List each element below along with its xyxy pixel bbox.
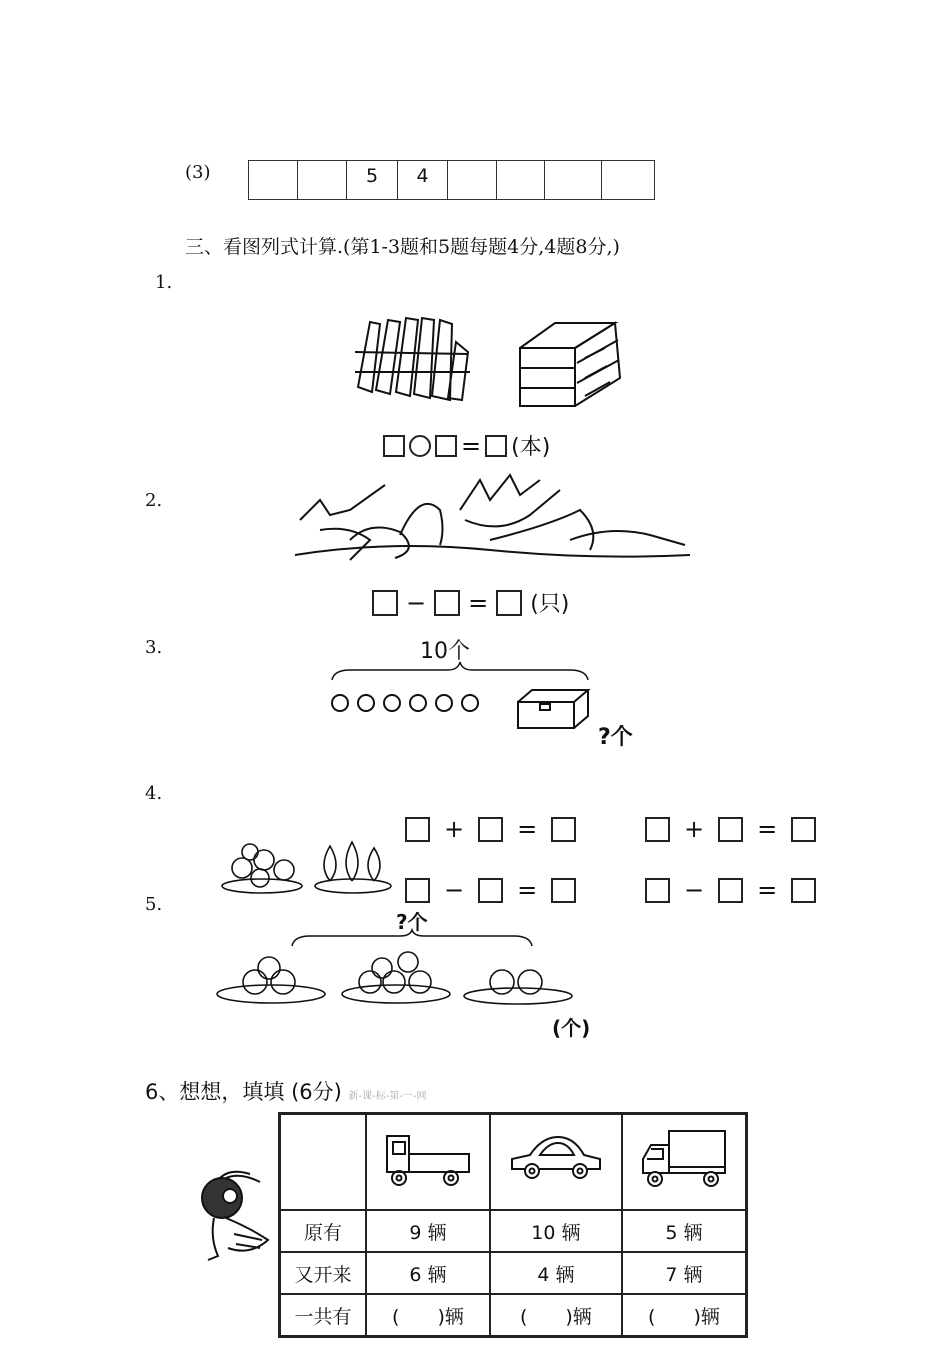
- row-label: 原有: [280, 1210, 367, 1252]
- grid-cell: 5: [347, 161, 398, 199]
- apples-plate-illustration: [462, 960, 574, 1008]
- section-title: 6、想想，填填: [145, 1080, 285, 1104]
- vehicle-table: [278, 1112, 748, 1338]
- truck-icon: [383, 1128, 473, 1190]
- answer-cell[interactable]: ( )辆: [366, 1294, 490, 1336]
- equation-q1: [383, 430, 550, 461]
- minus-sign: −: [406, 588, 427, 617]
- pears-plate-illustration: [312, 836, 394, 896]
- table-cell: 9 辆: [366, 1210, 490, 1252]
- grid-cell[interactable]: [545, 161, 602, 199]
- table-cell: 5 辆: [622, 1210, 747, 1252]
- apples-plate-illustration: [220, 838, 305, 896]
- plus-sign: +: [444, 815, 465, 843]
- equals-sign: =: [517, 815, 538, 843]
- number-grid: [248, 160, 655, 200]
- car-icon: [508, 1133, 604, 1185]
- answer-box[interactable]: [372, 590, 398, 616]
- table-cell: 7 辆: [622, 1252, 747, 1294]
- question-number: 3.: [145, 637, 163, 658]
- equation-q2: [372, 587, 569, 618]
- equals-sign: =: [757, 876, 778, 904]
- grid-label: (3): [185, 162, 211, 183]
- equals-sign: =: [517, 876, 538, 904]
- grid-cell[interactable]: [249, 161, 298, 199]
- unknown-label: ?个: [598, 725, 633, 750]
- equation-q4-sub-1: [405, 876, 576, 904]
- equals-sign: =: [461, 431, 482, 460]
- apples-plate-illustration: [215, 950, 327, 1008]
- book-stack-illustration: [515, 318, 625, 410]
- open-books-illustration: [350, 312, 475, 407]
- table-cell: 6 辆: [366, 1252, 490, 1294]
- answer-box[interactable]: [718, 817, 743, 842]
- question-number: 4.: [145, 783, 163, 804]
- table-header-van: [622, 1114, 747, 1210]
- equals-sign: =: [468, 588, 489, 617]
- brace-icon: [330, 660, 590, 682]
- question-number: 2.: [145, 490, 163, 511]
- grid-cell[interactable]: [602, 161, 654, 199]
- equation-q4-sub-2: [645, 876, 816, 904]
- minus-sign: −: [444, 876, 465, 904]
- box-illustration: [516, 688, 592, 730]
- unit-label: (个): [552, 1016, 591, 1040]
- answer-cell[interactable]: ( )辆: [490, 1294, 622, 1336]
- grid-cell[interactable]: [448, 161, 497, 199]
- answer-box[interactable]: [405, 878, 430, 903]
- section-heading: 三、看图列式计算.(第1-3题和5题每题4分,4题8分,): [185, 236, 620, 258]
- equals-sign: =: [757, 815, 778, 843]
- circles-row-illustration: [330, 692, 482, 714]
- geese-illustration: [290, 470, 700, 575]
- score-label: (6分): [291, 1080, 342, 1104]
- ant-mascot-illustration: [190, 1168, 272, 1268]
- answer-box[interactable]: [435, 435, 457, 457]
- plus-sign: +: [684, 815, 705, 843]
- answer-box[interactable]: [791, 878, 816, 903]
- answer-box[interactable]: [791, 817, 816, 842]
- answer-box[interactable]: [551, 817, 576, 842]
- answer-box[interactable]: [485, 435, 507, 457]
- answer-box[interactable]: [645, 878, 670, 903]
- section-heading: [145, 1076, 427, 1106]
- apples-plate-illustration: [340, 948, 452, 1008]
- watermark: 新-课-标-第-一-网: [348, 1091, 427, 1102]
- answer-box[interactable]: [645, 817, 670, 842]
- unit-label: (本): [511, 435, 551, 460]
- total-label: 10个: [420, 639, 470, 664]
- minus-sign: −: [684, 876, 705, 904]
- row-label: 一共有: [280, 1294, 367, 1336]
- unit-label: (只): [530, 592, 570, 617]
- grid-cell[interactable]: [298, 161, 347, 199]
- equation-q4-add-1: [405, 815, 576, 843]
- answer-box[interactable]: [718, 878, 743, 903]
- grid-cell[interactable]: [497, 161, 545, 199]
- answer-box[interactable]: [496, 590, 522, 616]
- total-label: ?个: [396, 910, 428, 934]
- answer-box[interactable]: [478, 817, 503, 842]
- table-header-truck: [366, 1114, 490, 1210]
- answer-box[interactable]: [383, 435, 405, 457]
- brace-icon: [290, 928, 534, 948]
- answer-cell[interactable]: ( )辆: [622, 1294, 747, 1336]
- table-header-empty: [280, 1114, 367, 1210]
- operator-circle[interactable]: [409, 435, 431, 457]
- van-icon: [639, 1127, 729, 1191]
- table-header-car: [490, 1114, 622, 1210]
- table-cell: 4 辆: [490, 1252, 622, 1294]
- equation-q4-add-2: [645, 815, 816, 843]
- question-number: 1.: [155, 272, 173, 293]
- answer-box[interactable]: [405, 817, 430, 842]
- table-cell: 10 辆: [490, 1210, 622, 1252]
- question-number: 5.: [145, 894, 163, 915]
- answer-box[interactable]: [478, 878, 503, 903]
- answer-box[interactable]: [551, 878, 576, 903]
- answer-box[interactable]: [434, 590, 460, 616]
- grid-cell: 4: [398, 161, 448, 199]
- row-label: 又开来: [280, 1252, 367, 1294]
